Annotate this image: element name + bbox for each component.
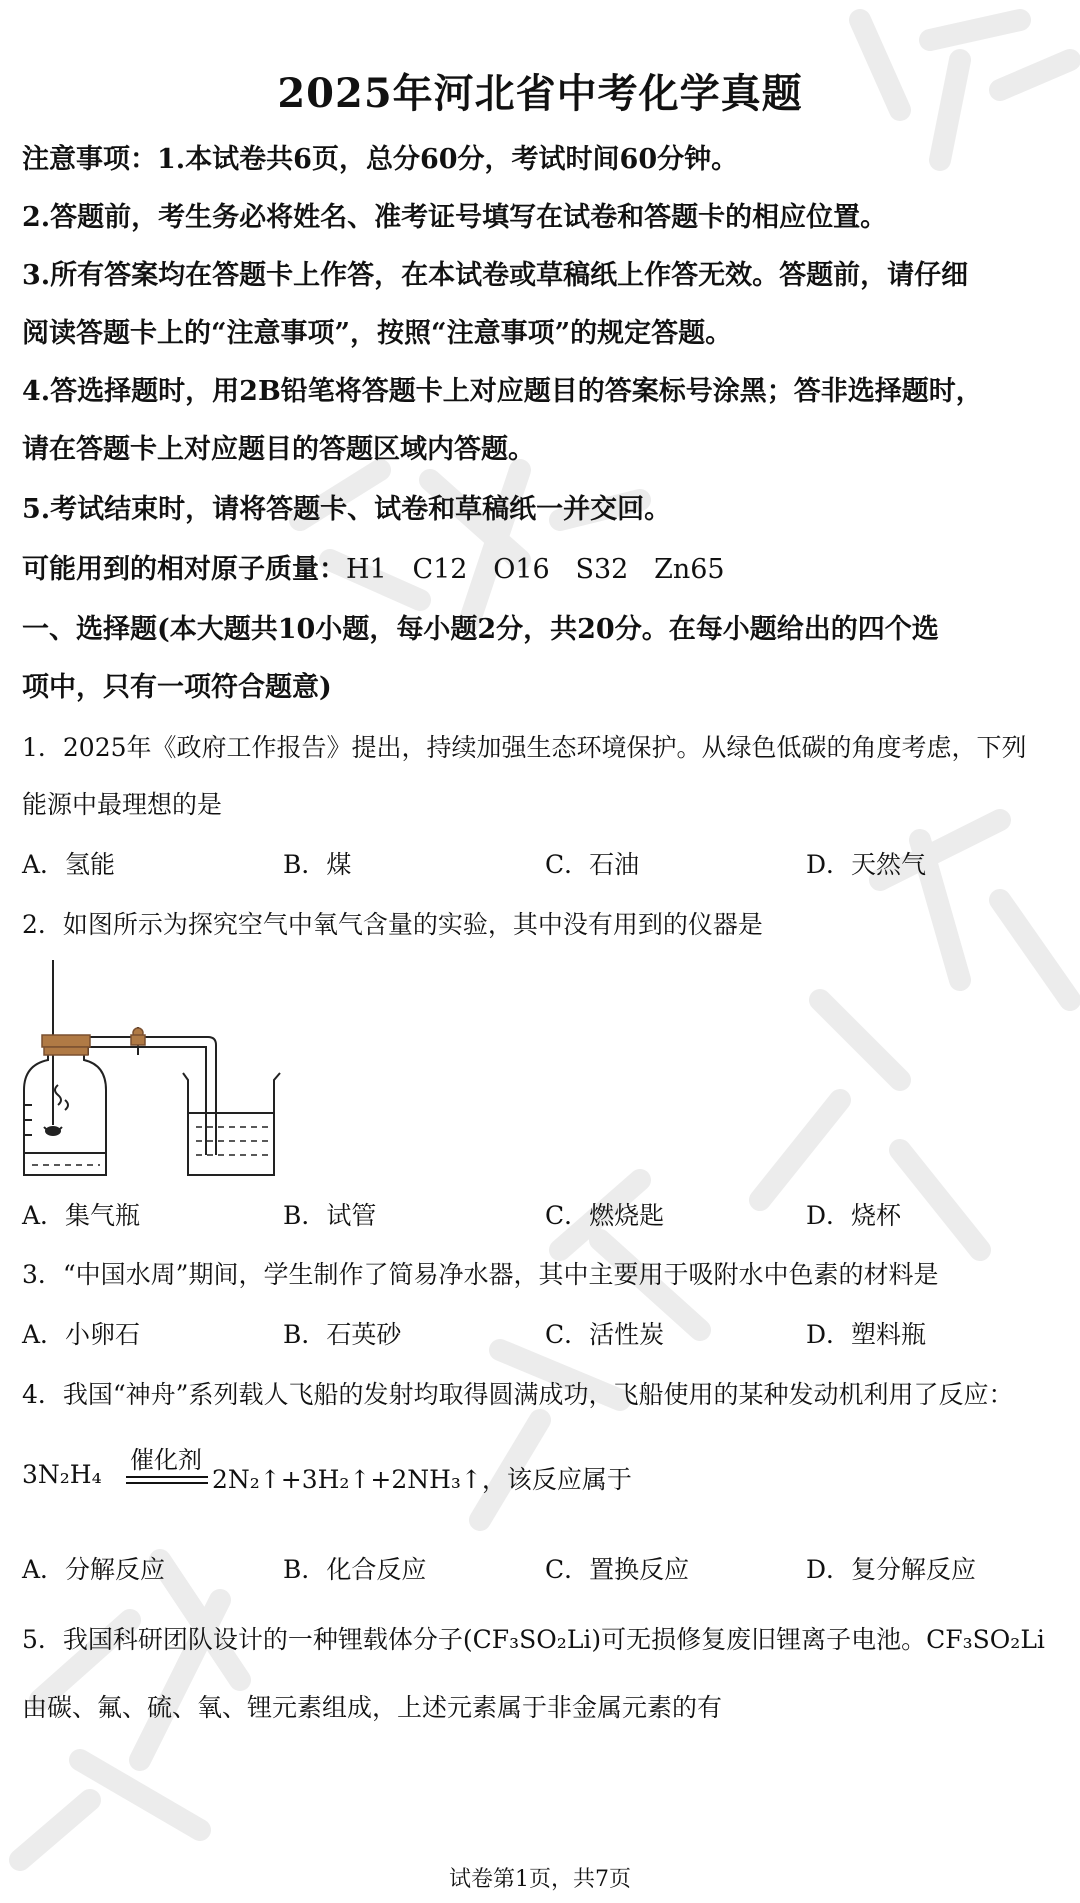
notice-line-1: 注意事项：1.本试卷共6页，总分60分，考试时间60分钟。 — [22, 144, 739, 175]
q3-option-d: D．塑料瓶 — [806, 1320, 927, 1349]
q5-stem-a — [22, 1620, 1062, 1660]
q4-option-d: D．复分解反应 — [806, 1555, 977, 1584]
q1-stem-b: 能源中最理想的是 — [22, 790, 223, 819]
experiment-apparatus-figure — [18, 955, 288, 1185]
q3-option-b: B．石英砂 — [283, 1320, 402, 1349]
catalyst-label: 催化剂 — [130, 1446, 202, 1474]
notice-line-4b: 请在答题卡上对应题目的答题区域内答题。 — [22, 434, 535, 465]
notice-line-2: 2.答题前，考生务必将姓名、准考证号填写在试卷和答题卡的相应位置。 — [22, 202, 888, 233]
notice-line-5: 5.考试结束时，请将答题卡、试卷和草稿纸一并交回。 — [22, 494, 672, 525]
q4-stem-a: 4．我国“神舟”系列载人飞船的发射均取得圆满成功，飞船使用的某种发动机利用了反应： — [22, 1380, 1014, 1409]
section1-heading-b: 项中，只有一项符合题意) — [22, 672, 332, 703]
atomic-mass-label: 可能用到的相对原子质量： — [22, 554, 346, 585]
q5-stem-pre: 5．我国科研团队设计的一种锂载体分子 — [22, 1625, 463, 1654]
q1-option-a: A．氢能 — [22, 850, 116, 879]
q5-formula-paren: (CF₃SO₂Li) — [462, 1625, 602, 1654]
notice-line-4a: 4.答选择题时，用2B铅笔将答题卡上对应题目的答案标号涂黑；答非选择题时， — [22, 376, 983, 407]
q2-stem-a: 2．如图所示为探究空气中氧气含量的实验，其中没有用到的仪器是 — [22, 910, 763, 939]
q5-stem-post: 可无损修复废旧锂离子电池。CF₃SO₂Li — [601, 1625, 1045, 1654]
notice-line-3b: 阅读答题卡上的“注意事项”，按照“注意事项”的规定答题。 — [22, 318, 733, 349]
q3-option-c: C．活性炭 — [545, 1320, 665, 1349]
q1-option-b: B．煤 — [283, 850, 352, 879]
q3-stem-a: 3．“中国水周”期间，学生制作了简易净水器，其中主要用于吸附水中色素的材料是 — [22, 1260, 939, 1289]
equation-bar-top — [126, 1476, 208, 1478]
atomic-mass-values: H1 C12 O16 S32 Zn65 — [346, 554, 725, 585]
q2-option-d: D．烧杯 — [806, 1201, 902, 1230]
equation-reactant: 3N₂H₄ — [22, 1460, 102, 1489]
q4-option-c: C．置换反应 — [545, 1555, 690, 1584]
reaction-equation — [22, 1440, 722, 1510]
notice-line-3a: 3.所有答案均在答题卡上作答，在本试卷或草稿纸上作答无效。答题前，请仔细 — [22, 260, 969, 291]
q1-option-d: D．天然气 — [806, 850, 927, 879]
apparatus-drawing — [18, 955, 288, 1185]
q5-stem-b: 由碳、氟、硫、氧、锂元素组成，上述元素属于非金属元素的有 — [22, 1693, 723, 1722]
equation-products: 2N₂↑+3H₂↑+2NH₃↑，该反应属于 — [212, 1465, 632, 1494]
q4-option-a: A．分解反应 — [22, 1555, 166, 1584]
atomic-mass-line — [22, 550, 1062, 590]
page-footer: 试卷第1页，共7页 — [449, 1867, 631, 1892]
q3-option-a: A．小卵石 — [22, 1320, 141, 1349]
q4-option-b: B．化合反应 — [283, 1555, 427, 1584]
q1-option-c: C．石油 — [545, 850, 640, 879]
q2-option-a: A．集气瓶 — [22, 1201, 141, 1230]
section1-heading-a: 一、选择题(本大题共10小题，每小题2分，共20分。在每小题给出的四个选 — [22, 614, 939, 645]
page-title: 2025年河北省中考化学真题 — [277, 70, 803, 117]
q2-option-b: B．试管 — [283, 1201, 377, 1230]
equation-bar-bottom — [126, 1482, 208, 1484]
q1-stem-a: 1．2025年《政府工作报告》提出，持续加强生态环境保护。从绿色低碳的角度考虑，下列 — [22, 733, 1027, 762]
q2-option-c: C．燃烧匙 — [545, 1201, 665, 1230]
